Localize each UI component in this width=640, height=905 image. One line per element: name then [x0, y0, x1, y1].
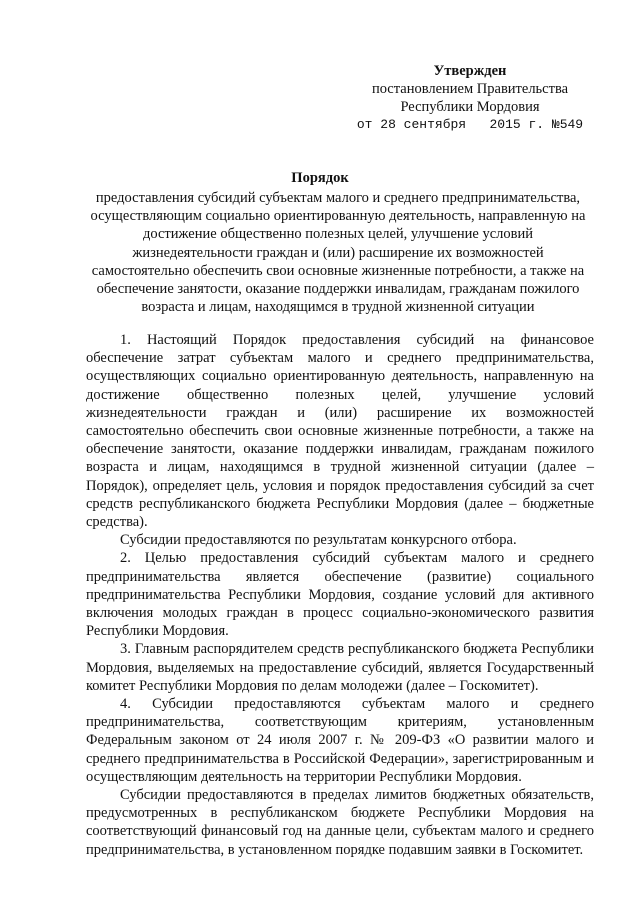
paragraph-1: 1. Настоящий Порядок предоставления субсидий на финансовое обеспечение затрат субъектам малого и среднего предпринимательства, осуществляющих социально ориентированную деятельность, направленную на достижение общественно полезных целей, улучшение условий жизнедеятельности граждан и (или) расширение их возможностей самостоятельно обеспечить свои основные жизненные потребности, а также на обеспечение занятости, оказание поддержки инвалидам, гражданам пожилого возраста и лицам, находящимся в трудной жизненной ситуации (далее – Порядок), определяет цель, условия и порядок предоставления субсидий за счет средств республиканского бюджета Республики Мордовия (далее – бюджетные средства).: [86, 332, 594, 531]
approval-date: от 28 сентября 2015 г. №549: [356, 117, 584, 132]
document-title: Порядок: [291, 170, 349, 186]
paragraph-1-note: Субсидии предоставляются по результатам конкурсного отбора.: [120, 532, 517, 549]
paragraph-4: 4. Субсидии предоставляются субъектам малого и среднего предпринимательства, соответствующим критериям, установленным Федеральным законом от 24 июля 2007 г. № 209-ФЗ «О развитии малого и среднего предпринимательства в Российской Федерации», зарегистрированным и осуществляющим деятельность на территории Республики Мордовия.: [86, 696, 594, 785]
approval-title: Утвержден: [433, 63, 507, 79]
paragraph-4-note: Субсидии предоставляются в пределах лимитов бюджетных обязательств, предусмотренных в республиканском бюджете Республики Мордовия на соответствующий финансовый год на данные цели, субъектам малого и среднего предпринимательства, в установленном порядке подавшим заявки в Госкомитет.: [86, 787, 594, 858]
paragraph-3: 3. Главным распорядителем средств республиканского бюджета Республики Мордовия, выделяемых на предоставление субсидий, является Государственный комитет Республики Мордовия по делам молодежи (далее – Госкомитет).: [86, 641, 594, 694]
document-subtitle: предоставления субсидий субъектам малого и среднего предпринимательства, осуществляющим социально ориентированную деятельность, направленную на достижение общественно полезных целей, улучшение условий жизнедеятельности граждан и (или) расширение их возможностей самостоятельно обеспечить свои основные жизненные потребности, а также на обеспечение занятости, оказание поддержки инвалидам, гражданам пожилого возраста и лицам, находящимся в трудной жизненной ситуации: [90, 190, 586, 316]
approval-stamp: [340, 62, 600, 134]
paragraph-2: 2. Целью предоставления субсидий субъектам малого и среднего предпринимательства является обеспечение (развитие) социального предпринимательства Республики Мордовия, создание условий для активного включения молодых граждан в процесс социально-экономического развития Республики Мордовия.: [86, 550, 594, 640]
approval-line-1: постановлением Правительства: [371, 81, 569, 97]
document-body: [86, 331, 594, 859]
approval-line-2: Республики Мордовия: [400, 99, 540, 115]
